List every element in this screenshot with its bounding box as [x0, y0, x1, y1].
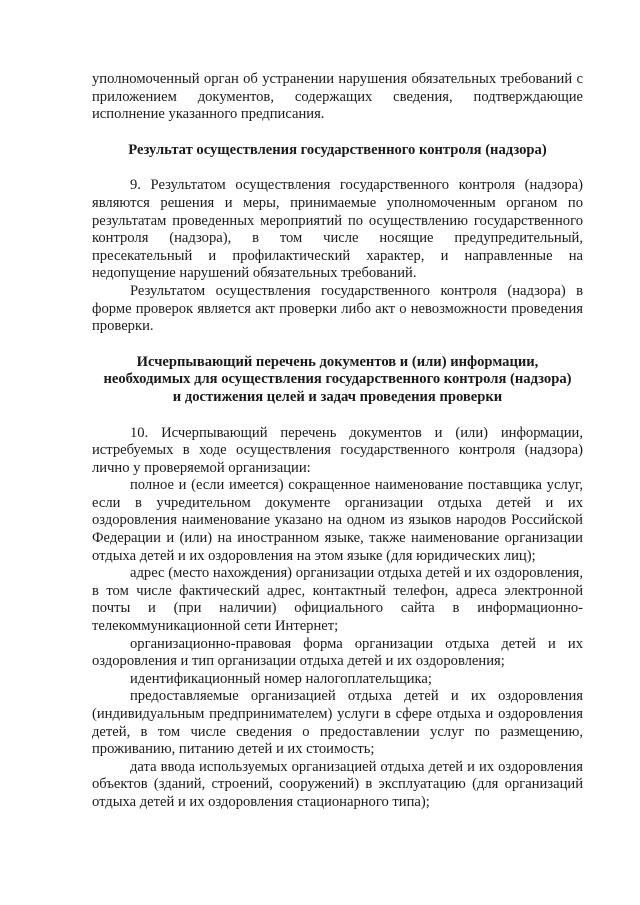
list-item-commissioning-date: дата ввода используемых организацией отдыха детей и их оздоровления объектов (зданий, строений, сооружений) в эксплуатацию (для организаций отдыха детей и их оздоровления стационарного типа);	[92, 758, 583, 810]
section-heading-result: Результат осуществления государственного контроля (надзора)	[128, 141, 547, 158]
intro-paragraph: уполномоченный орган об устранении нарушения обязательных требований с приложением документов, содержащих сведения, подтверждающие исполнение указанного предписания.	[92, 71, 583, 123]
paragraph-9: 9. Результатом осуществления государственного контроля (надзора) являются решения и меры, принимаемые уполномоченным органом по результатам проведенных мероприятий по осуществлению государственного контроля (надзора), в том числе носящие предупредительный, пресекательный и профилактический характер, и направленные на недопущение нарушений обязательных требований.	[92, 177, 583, 282]
paragraph-10: 10. Исчерпывающий перечень документов и (или) информации, истребуемых в ходе осуществления государственного контроля (надзора) лично у проверяемой организации:	[92, 424, 583, 476]
list-item-services: предоставляемые организацией отдыха детей и их оздоровления (индивидуальным предпринимателем) услуги в сфере отдыха и оздоровления детей, в том числе сведения о предоставлении услуг по размещению, проживанию, питанию детей и их стоимость;	[92, 688, 583, 758]
paragraph-result-form: Результатом осуществления государственного контроля (надзора) в форме проверок является акт проверки либо акт о невозможности проведения проверки.	[92, 282, 583, 335]
heading-line: Исчерпывающий перечень документов и (или) информации,	[136, 353, 539, 370]
document-page	[92, 71, 583, 812]
list-item-address: адрес (место нахождения) организации отдыха детей и их оздоровления, в том числе фактический адрес, контактный телефон, адреса электронной почты и (при наличии) официального сайта в информационно-телекоммуникационной сети Интернет;	[92, 565, 583, 635]
section-heading-documents	[92, 354, 583, 407]
list-item-legal-form: организационно-правовая форма организации отдыха детей и их оздоровления и тип организации отдыха детей и их оздоровления;	[92, 635, 583, 670]
heading-line: и достижения целей и задач проведения проверки	[172, 388, 503, 405]
list-item-inn: идентификационный номер налогоплательщика;	[130, 670, 432, 687]
list-item-name: полное и (если имеется) сокращенное наименование поставщика услуг, если в учредительном документе организации отдыха детей и их оздоровления наименование указано на одном из языков народов Российской Федерации и (или) на иностранном языке, также наименование организации отдыха детей и их оздоровления на этом языке (для юридических лиц);	[92, 477, 583, 564]
heading-line: необходимых для осуществления государственного контроля (надзора)	[103, 371, 572, 388]
